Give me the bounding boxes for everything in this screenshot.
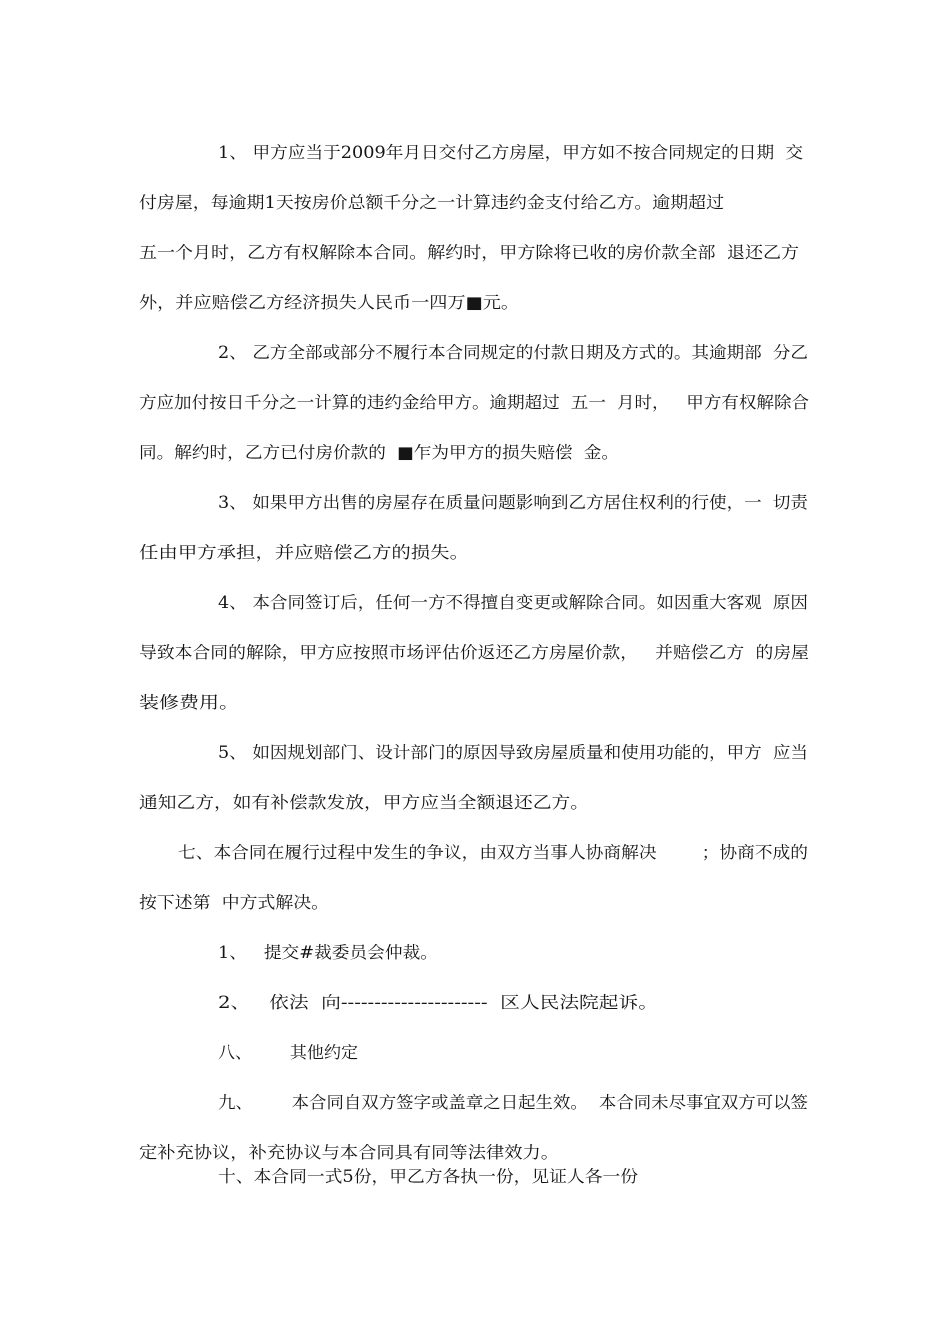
text-line: 八、 其他约定 <box>218 1043 358 1062</box>
text-line: 1、 提交#裁委员会仲裁。 <box>218 943 438 962</box>
text-line: 外，并应赔偿乙方经济损失人民币一四万■元。 <box>139 293 519 312</box>
text-line: 十、本合同一式5份，甲乙方各执一份，见证人各一份 <box>218 1167 638 1186</box>
text-line: 导致本合同的解除，甲方应按照市场评估价返还乙方房屋价款， 并赔偿乙方 的房屋 <box>139 643 809 662</box>
text-line: 5、 如因规划部门、设计部门的原因导致房屋质量和使用功能的，甲方 应当 <box>218 743 808 762</box>
text-line: 七、本合同在履行过程中发生的争议，由双方当事人协商解决 ；协商不成的 <box>178 843 808 862</box>
text-line: 通知乙方，如有补偿款发放，甲方应当全额退还乙方。 <box>139 793 589 812</box>
text-line: 定补充协议，补充协议与本合同具有同等法律效力。 <box>139 1143 559 1162</box>
text-line: 2、 乙方全部或部分不履行本合同规定的付款日期及方式的。其逾期部 分乙 <box>218 343 808 362</box>
text-line: 方应加付按日千分之一计算的违约金给甲方。逾期超过 五一 月时， 甲方有权解除合 <box>139 393 809 412</box>
text-line: 4、 本合同签订后，任何一方不得擅自变更或解除合同。如因重大客观 原因 <box>218 593 808 612</box>
text-line: 同。解约时，乙方已付房价款的 ■乍为甲方的损失赔偿 金。 <box>139 443 619 462</box>
text-line: 九、 本合同自双方签字或盖章之日起生效。 本合同未尽事宜双方可以签 <box>218 1093 808 1112</box>
text-line: 任由甲方承担，并应赔偿乙方的损失。 <box>139 543 469 562</box>
text-line: 1、 甲方应当于2009年月日交付乙方房屋，甲方如不按合同规定的日期 交 <box>218 143 803 162</box>
text-line: 2、 依法 向---------------------- 区人民法院起诉。 <box>218 993 658 1012</box>
text-line: 五一个月时，乙方有权解除本合同。解约时，甲方除将已收的房价款全部 退还乙方 <box>139 243 799 262</box>
text-line: 按下述第 中方式解决。 <box>139 893 329 912</box>
text-line: 3、 如果甲方出售的房屋存在质量问题影响到乙方居住权利的行使，一 切责 <box>218 493 808 512</box>
text-line: 装修费用。 <box>139 693 239 712</box>
text-line: 付房屋，每逾期1天按房价总额千分之一计算违约金支付给乙方。逾期超过 <box>139 193 724 212</box>
